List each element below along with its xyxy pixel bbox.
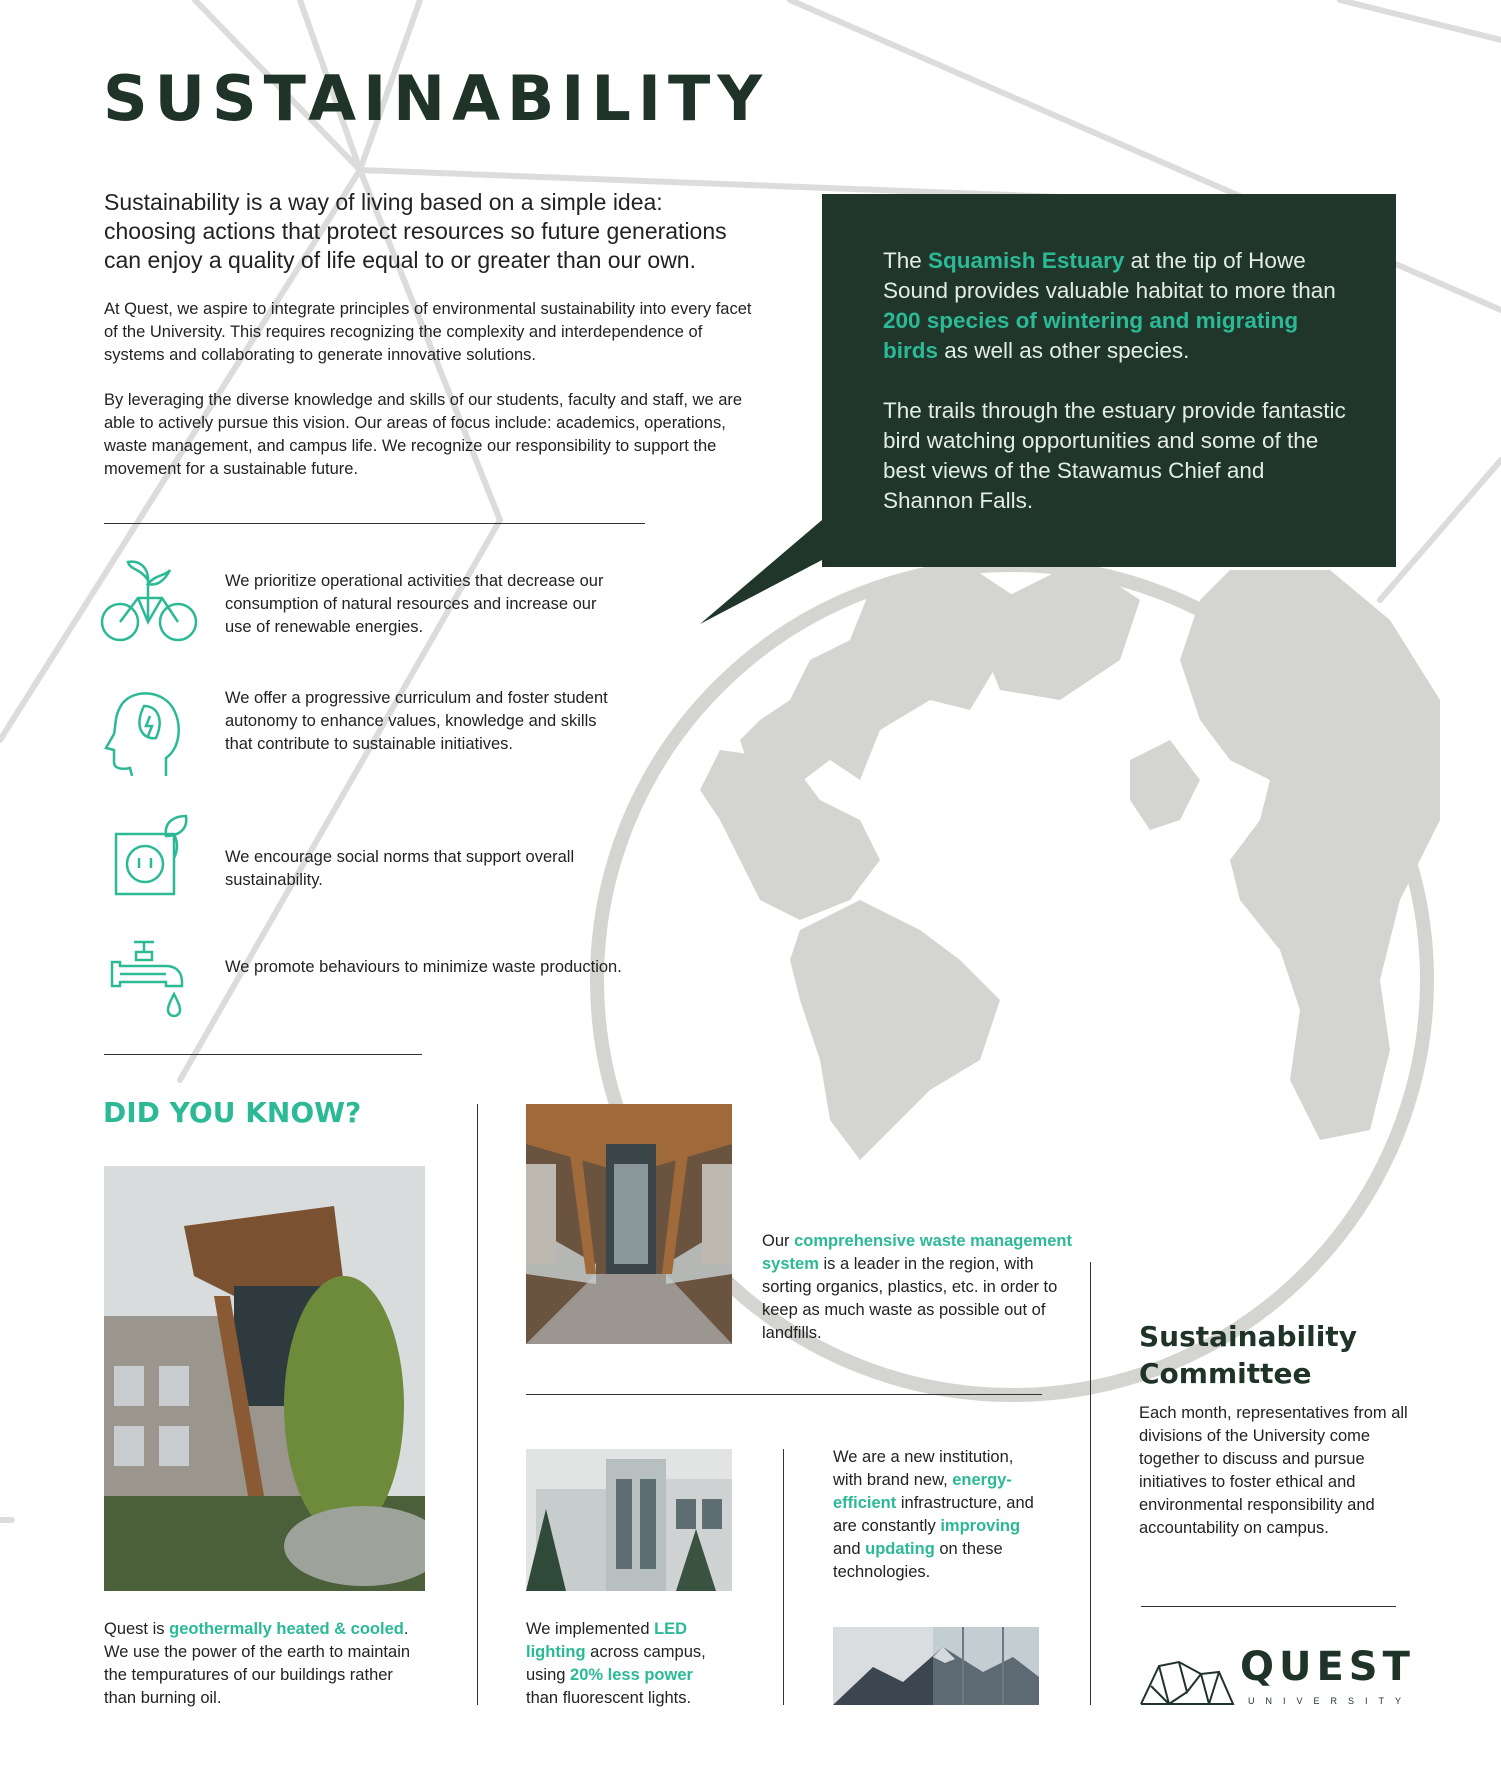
quest-logo-wordmark: QUEST [1240,1644,1415,1690]
feature-text-1: We prioritize operational activities that decrease our consumption of natural resources and increase our use of renewable energies. [225,572,604,636]
divider [104,523,645,524]
feature-text-2: We offer a progressive curriculum and foster student autonomy to enhance values, knowledge and skills that contribute to sustainable initiatives. [225,689,608,753]
fact-energy: We are a new institution, with brand new, energy-efficient infrastructure, and are constantly improving and updating on these technologies. [833,1448,1034,1581]
callout-paragraph-2: The trails through the estuary provide fantastic bird watching opportunities and some of the best views of the Stawamus Chief and Shannon Falls. [883,398,1346,513]
divider [526,1394,1042,1395]
intro-paragraph-2: By leveraging the diverse knowledge and skills of our students, faculty and staff, we are able to actively pursue this vision. Our areas of focus include: academics, operations, waste management, and campus life. We recognize our responsibility to support the movement for a sustainable future. [104,391,743,478]
campus-building-photo [104,1166,425,1591]
walkway-photo [526,1104,732,1344]
modern-building-photo [526,1449,732,1591]
divider [104,1054,422,1055]
faucet-drop-icon [110,938,190,1020]
mountain-photo [833,1627,1039,1705]
callout-paragraph-1: The Squamish Estuary at the tip of Howe Sound provides valuable habitat to more than 200 species of wintering and migrating birds as well as other species. [883,248,1336,363]
fact-led: We implemented LED lighting across campus, using 20% less power than fluorescent lights. [526,1620,706,1707]
feature-text-4: We promote behaviours to minimize waste production. [225,958,622,976]
estuary-callout [822,194,1396,567]
committee-text: Each month, representatives from all divisions of the University come together to discuss and pursue initiatives to foster ethical and environmental responsibility and accountability on campus. [1139,1404,1408,1537]
callout-pointer [690,520,830,630]
outlet-leaf-icon [112,814,192,898]
intro-lead: Sustainability is a way of living based on a simple idea: choosing actions that protect resources so future generations can enjoy a quality of life equal to or greater than our own. [104,189,727,273]
intro-paragraph-1: At Quest, we aspire to integrate principles of environmental sustainability into every facet of the University. This requires recognizing the complexity and interdependence of systems and collaborating to generate innovative solutions. [104,300,752,364]
quest-logo-subtitle: UNIVERSITY [1248,1696,1413,1706]
vertical-divider [1090,1262,1091,1705]
head-leaf-icon [104,686,184,782]
fact-geothermal: Quest is geothermally heated & cooled. We use the power of the earth to maintain the tempuratures of our buildings rather than burning oil. [104,1620,411,1707]
fact-waste: Our comprehensive waste management system is a leader in the region, with sorting organics, plastics, etc. in order to keep as much waste as possible out of landfills. [762,1232,1072,1342]
feature-text-3: We encourage social norms that support overall sustainability. [225,848,575,889]
committee-heading: Sustainability Committee [1139,1320,1357,1390]
quest-mountain-logo-icon [1139,1652,1235,1708]
divider [1141,1606,1396,1607]
bicycle-sprout-icon [100,558,200,644]
vertical-divider [477,1104,478,1705]
page-title: SUSTAINABILITY [103,62,770,135]
did-you-know-heading: DID YOU KNOW? [103,1096,362,1129]
vertical-divider [783,1449,784,1705]
